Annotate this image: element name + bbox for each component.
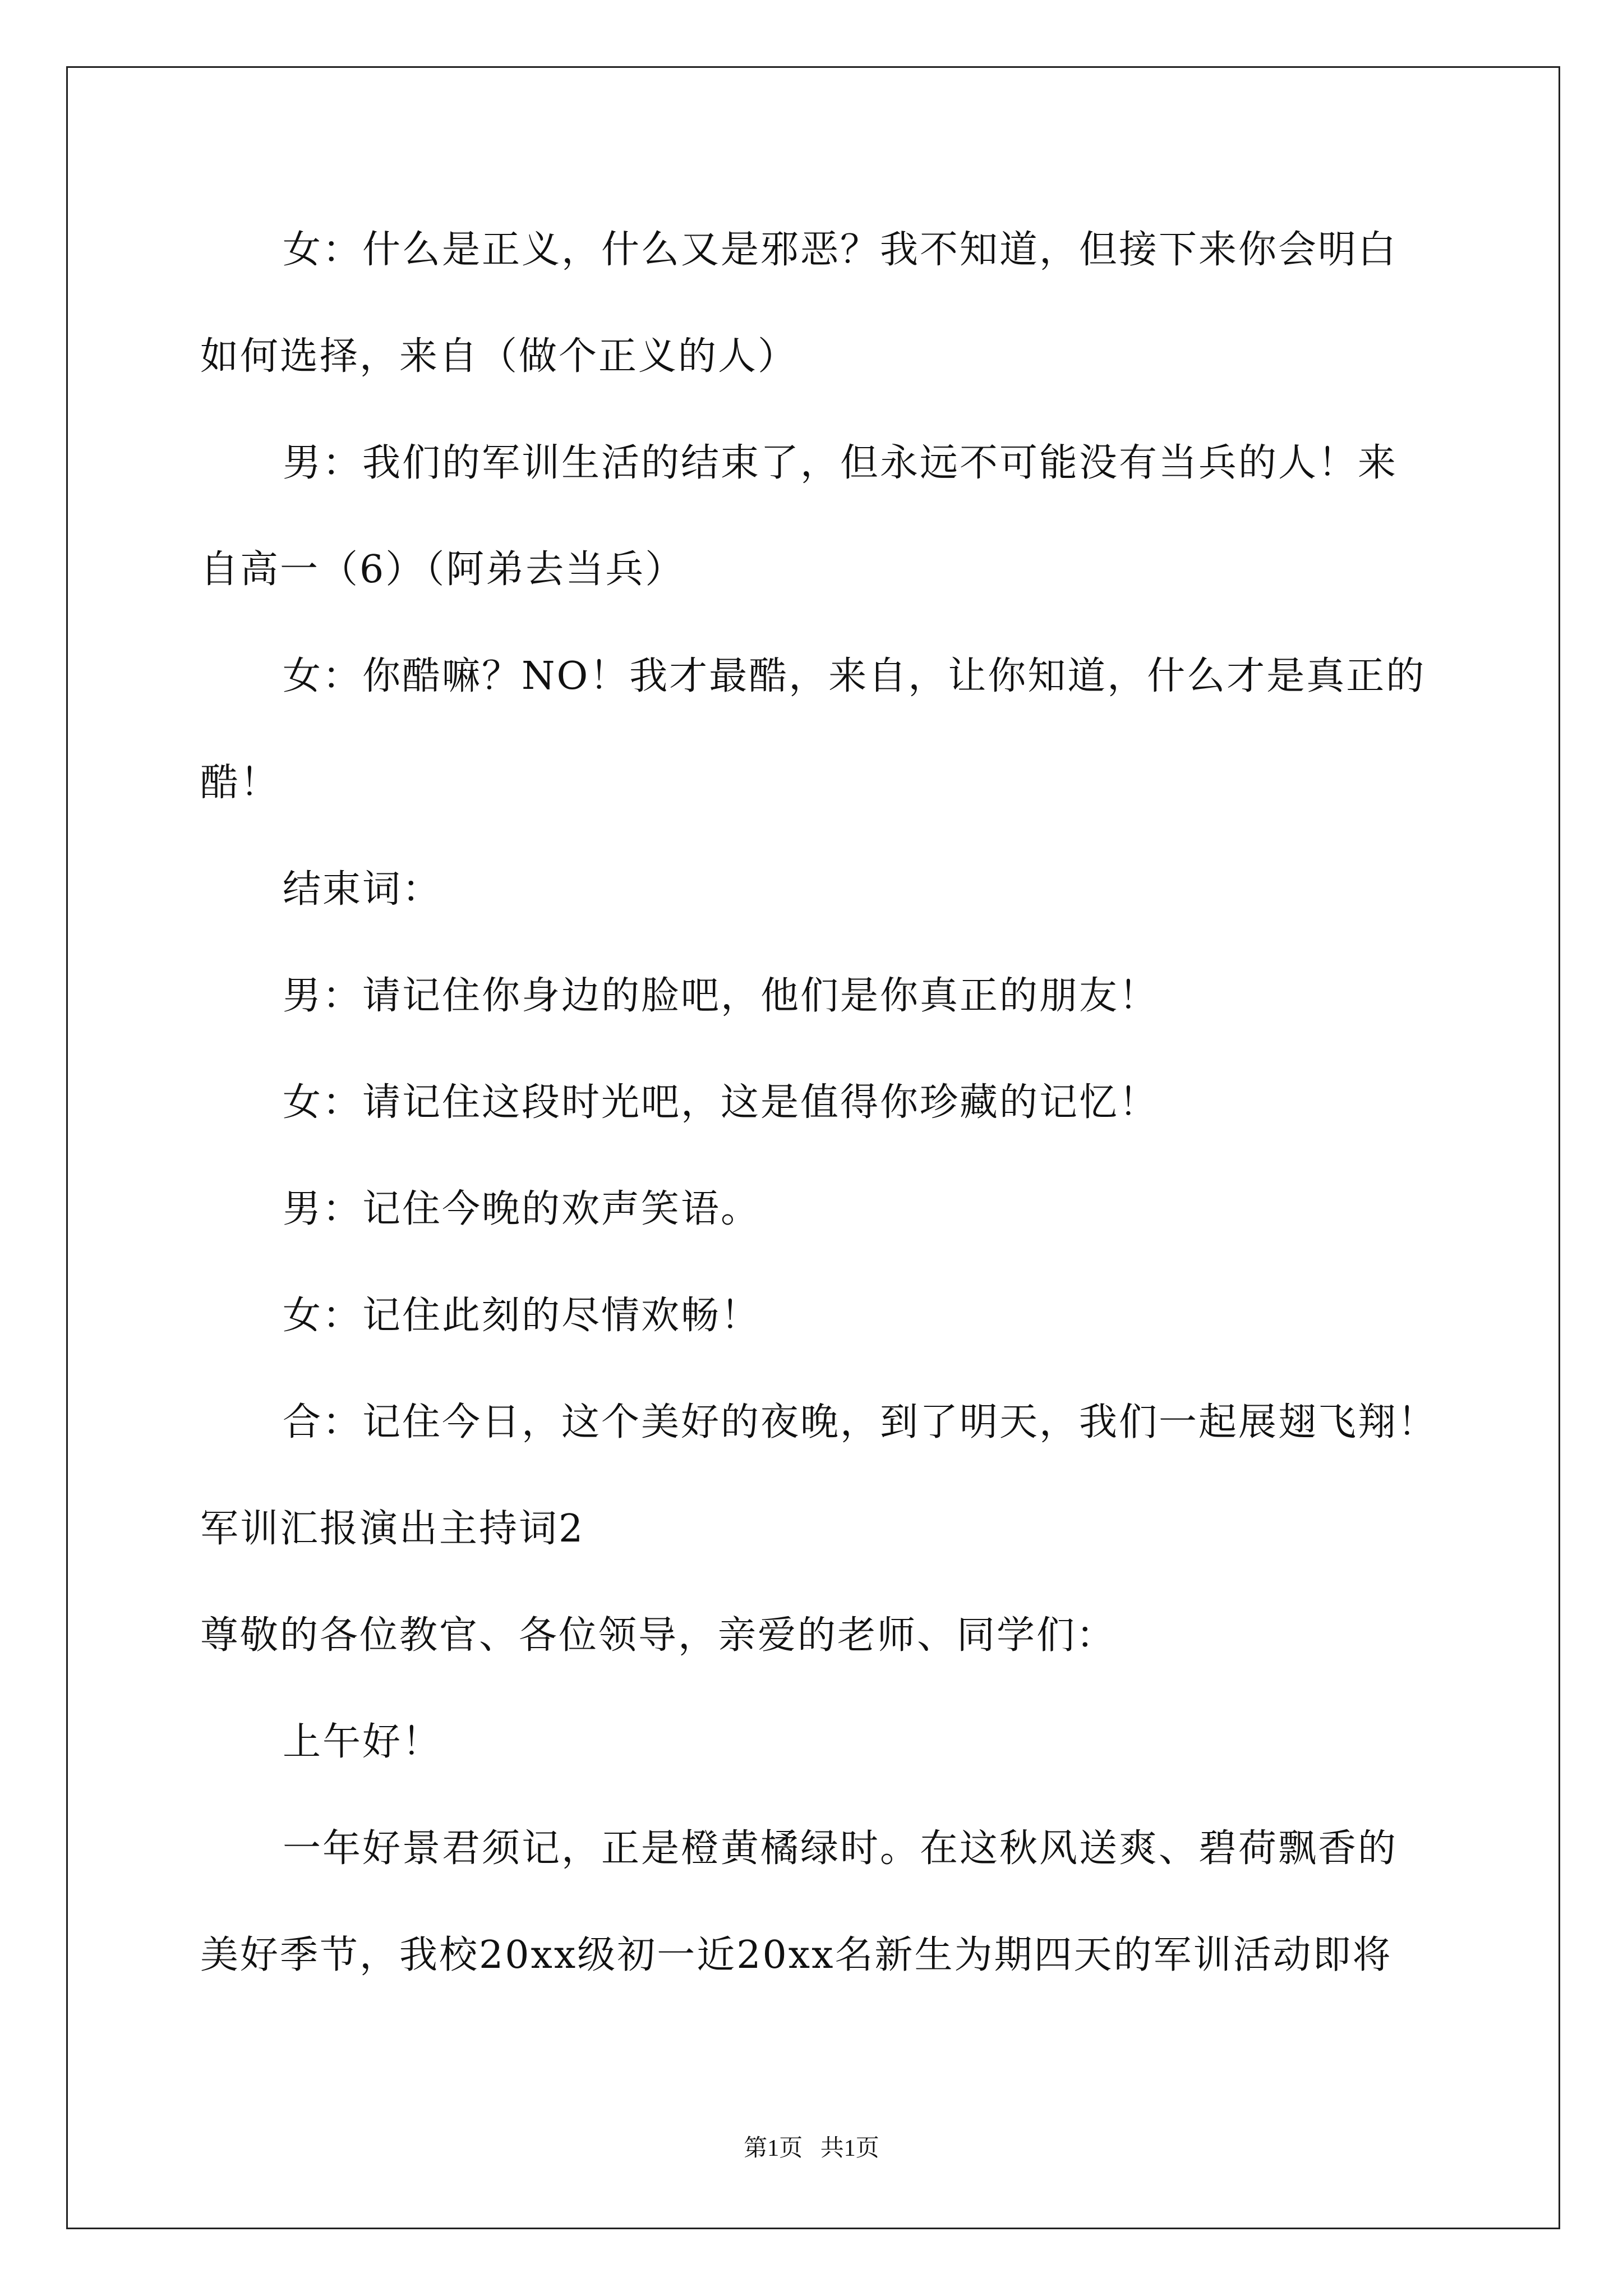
text-line-6: 酷！ (200, 761, 280, 805)
text-line-1: 女：什么是正义，什么又是邪恶？我不知道，但接下来你会明白 (283, 228, 1398, 272)
text-line-10: 男：记住今晚的欢声笑语。 (283, 1187, 761, 1231)
text-line-15: 上午好！ (283, 1720, 442, 1764)
text-line-17: 美好季节，我校20xx级初一近20xx名新生为期四天的军训活动即将 (200, 1933, 1393, 1977)
page-footer: 第1页 共1页 (744, 2136, 879, 2161)
text-line-11: 女：记住此刻的尽情欢畅！ (283, 1294, 761, 1338)
text-line-3: 男：我们的军训生活的结束了，但永远不可能没有当兵的人！来 (283, 441, 1398, 485)
text-line-2: 如何选择，来自（做个正义的人） (200, 334, 798, 379)
text-line-7: 结束词： (283, 867, 442, 912)
text-line-9: 女：请记住这段时光吧，这是值得你珍藏的记忆！ (283, 1080, 1159, 1125)
text-line-5: 女：你酷嘛？NO！我才最酷，来自，让你知道，什么才是真正的 (283, 654, 1426, 698)
text-line-4: 自高一（6）（阿弟去当兵） (200, 547, 685, 592)
text-line-8: 男：请记住你身边的脸吧，他们是你真正的朋友！ (283, 974, 1159, 1018)
text-line-12: 合：记住今日，这个美好的夜晚，到了明天，我们一起展翅飞翔！ (283, 1400, 1438, 1444)
text-line-14: 尊敬的各位教官、各位领导，亲爱的老师、同学们： (200, 1613, 1117, 1658)
page-border (66, 66, 1560, 2229)
section-heading: 军训汇报演出主持词2 (200, 1507, 585, 1551)
text-line-16: 一年好景君须记，正是橙黄橘绿时。在这秋风送爽、碧荷飘香的 (283, 1826, 1398, 1871)
